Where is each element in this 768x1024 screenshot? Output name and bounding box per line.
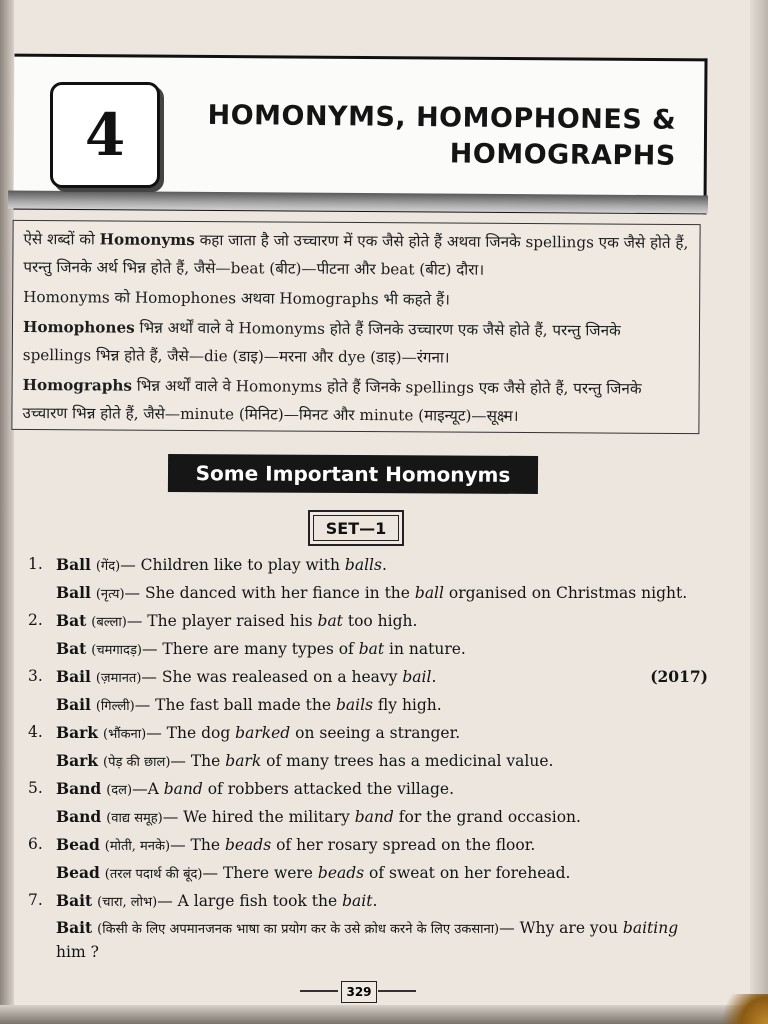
sentence-start: — We hired the military xyxy=(162,808,355,826)
sentence-end: in nature. xyxy=(384,640,466,658)
sentence-end: too high. xyxy=(342,612,418,630)
item-text xyxy=(56,807,581,826)
hindi-meaning: (नृत्य) xyxy=(95,587,125,602)
sentence-start: — Children like to play with xyxy=(120,556,345,574)
hindi-meaning: (भौंकना) xyxy=(103,727,147,742)
hindi-meaning: (किसी के लिए अपमानजनक भाषा का प्रयोग कर के उसे क्रोध करने के लिए उकसाना) xyxy=(97,922,500,937)
hindi-meaning: (मोती, मनके) xyxy=(104,839,171,854)
item-text xyxy=(56,667,436,686)
sentence-end: on seeing a stranger. xyxy=(290,724,461,742)
homonym-usage: bails xyxy=(335,696,373,714)
sentence-start: — She danced with her fiance in the xyxy=(124,584,415,602)
hindi-meaning: (वाद्य समूह) xyxy=(106,811,163,826)
headword: Band xyxy=(56,779,102,798)
hindi-meaning: (दल) xyxy=(106,783,133,798)
item-number: 6. xyxy=(28,835,43,853)
sentence-end: of her rosary spread on the floor. xyxy=(271,836,536,854)
set-label: SET—1 xyxy=(308,510,404,546)
item-text xyxy=(56,751,553,770)
page-corner-shadow xyxy=(708,994,768,1024)
headword: Bead xyxy=(56,835,100,854)
item-text xyxy=(56,583,687,602)
sentence-end: of many trees has a medicinal value. xyxy=(261,752,554,770)
item-text xyxy=(56,779,454,798)
sentence-end: fly high. xyxy=(373,696,442,714)
item-number: 3. xyxy=(28,667,43,685)
item-text xyxy=(56,723,460,742)
item-number: 4. xyxy=(28,723,43,741)
headword: Bead xyxy=(56,863,100,882)
sentence-end: him ? xyxy=(56,943,99,961)
homonym-usage: band xyxy=(354,808,394,826)
sentence-end: organised on Christmas night. xyxy=(443,584,688,602)
page-number-rule-right xyxy=(378,990,416,992)
intro-paragraph-3 xyxy=(23,313,689,373)
page-edge-shadow xyxy=(750,0,768,1024)
intro-p1-text-c: कहा जाता है जो उच्चारण में एक जैसे होते हैं अथवा जिनके spellings एक जैसे होते हैं, परन्तु जिनके अर्थ भिन्न होते हैं, जैसे—beat (बीट)—पीटना और beat (बीट) दौरा। xyxy=(23,231,689,279)
page-number-rule-left xyxy=(300,990,338,992)
sentence-start: — A large fish took the xyxy=(157,892,343,910)
headword: Bat xyxy=(56,639,87,658)
item-text xyxy=(56,639,466,658)
sentence-start: — There were xyxy=(202,864,318,882)
exam-year: (2017) xyxy=(650,667,708,686)
item-text xyxy=(56,611,417,630)
item-number: 2. xyxy=(28,611,43,629)
sentence-start: — She was realeased on a heavy xyxy=(141,668,403,686)
intro-paragraph-2: Homonyms को Homophones अथवा Homographs भी कहते हैं। xyxy=(23,287,451,309)
headword: Bat xyxy=(56,611,87,630)
sentence-start: — The xyxy=(170,836,225,854)
sentence-end: of sweat on her forehead. xyxy=(364,864,571,882)
sentence-start: — Why are you xyxy=(499,919,623,937)
intro-p1-text-a: ऐसे शब्दों को xyxy=(23,229,100,249)
homonym-usage: baiting xyxy=(622,919,679,937)
hindi-meaning: (चमगादड़) xyxy=(91,643,142,658)
item-text xyxy=(56,695,442,714)
sentence-start: — The fast ball made the xyxy=(134,696,336,714)
homonym-usage: balls xyxy=(344,556,382,574)
sentence-end: . xyxy=(372,892,378,910)
sentence-start: — The player raised his xyxy=(126,612,318,630)
item-number: 1. xyxy=(28,555,43,573)
sentence-start: — The dog xyxy=(146,724,236,742)
headword: Bait xyxy=(56,918,93,937)
item-text xyxy=(56,891,377,910)
chapter-title xyxy=(156,97,677,174)
homonym-usage: bark xyxy=(225,752,262,770)
sentence-end: . xyxy=(431,668,437,686)
item-text xyxy=(56,555,387,574)
hindi-meaning: (तरल पदार्थ की बूंद) xyxy=(104,867,203,882)
headword: Ball xyxy=(56,555,91,574)
chapter-number: 4 xyxy=(50,82,160,188)
hindi-meaning: (बल्ला) xyxy=(91,615,127,630)
intro-paragraph-4 xyxy=(22,371,688,431)
intro-p3-term: Homophones xyxy=(22,317,135,337)
hindi-meaning: (चारा, लोभ) xyxy=(97,895,158,910)
headword: Bail xyxy=(56,667,91,686)
headword: Bark xyxy=(56,723,99,742)
intro-p3-text: भिन्न अर्थों वाले वे Homonyms होते हैं जिनके उच्चारण एक जैसे होते हैं, परन्तु जिनके spellings भिन्न होते हैं, जैसे—die (डाइ)—मरना और dye (डाइ)—रंगना। xyxy=(22,318,621,367)
headword: Band xyxy=(56,807,102,826)
homonym-usage: beads xyxy=(317,864,365,882)
homonym-usage: band xyxy=(163,780,203,798)
hindi-meaning: (पेड़ की छाल) xyxy=(103,755,171,770)
item-number: 5. xyxy=(28,779,43,797)
headword: Bait xyxy=(56,891,93,910)
homonym-usage: beads xyxy=(224,836,272,854)
intro-p4-term: Homographs xyxy=(22,375,133,395)
item-text xyxy=(56,835,535,854)
headword: Bark xyxy=(56,751,99,770)
homonym-usage: bat xyxy=(317,612,343,630)
chapter-title-line2: HOMOGRAPHS xyxy=(449,138,676,172)
sentence-start: — There are many types of xyxy=(141,640,359,658)
homonym-usage: bat xyxy=(358,640,385,658)
homonym-usage: ball xyxy=(414,584,444,602)
hindi-meaning: (गेंद) xyxy=(95,559,121,574)
page-bottom-shadow xyxy=(0,1005,768,1024)
page-spine-shadow xyxy=(0,0,14,1024)
item-number: 7. xyxy=(28,891,43,909)
section-title: Some Important Homonyms xyxy=(168,454,538,494)
intro-box xyxy=(11,220,700,434)
intro-p1-term: Homonyms xyxy=(99,230,195,250)
homonym-usage: barked xyxy=(235,724,291,742)
homonym-usage: bail xyxy=(402,668,432,686)
page-number: 329 xyxy=(341,981,377,1003)
intro-p4-text: भिन्न अर्थों वाले वे Homonyms होते हैं जिनके spellings एक जैसे होते हैं, परन्तु जिनके उच्चारण भिन्न होते हैं, जैसे—minute (मिनिट)—मिनट और minute (माइन्यूट)—सूक्ष्म। xyxy=(22,376,642,425)
headword: Bail xyxy=(56,695,91,714)
homonym-usage: bait xyxy=(342,892,373,910)
sentence-start: — The xyxy=(170,752,226,770)
sentence-start: —A xyxy=(132,780,164,798)
sentence-end: of robbers attacked the village. xyxy=(202,780,454,798)
hindi-meaning: (ज़मानत) xyxy=(95,671,142,686)
chapter-title-line1: HOMONYMS, HOMOPHONES & xyxy=(207,99,677,136)
hindi-meaning: (गिल्ली) xyxy=(95,699,135,714)
intro-paragraph-1 xyxy=(23,225,689,285)
sentence-end: for the grand occasion. xyxy=(393,808,581,826)
item-text xyxy=(56,917,706,963)
sentence-end: . xyxy=(381,556,387,574)
headword: Ball xyxy=(56,583,91,602)
item-text xyxy=(56,863,570,882)
